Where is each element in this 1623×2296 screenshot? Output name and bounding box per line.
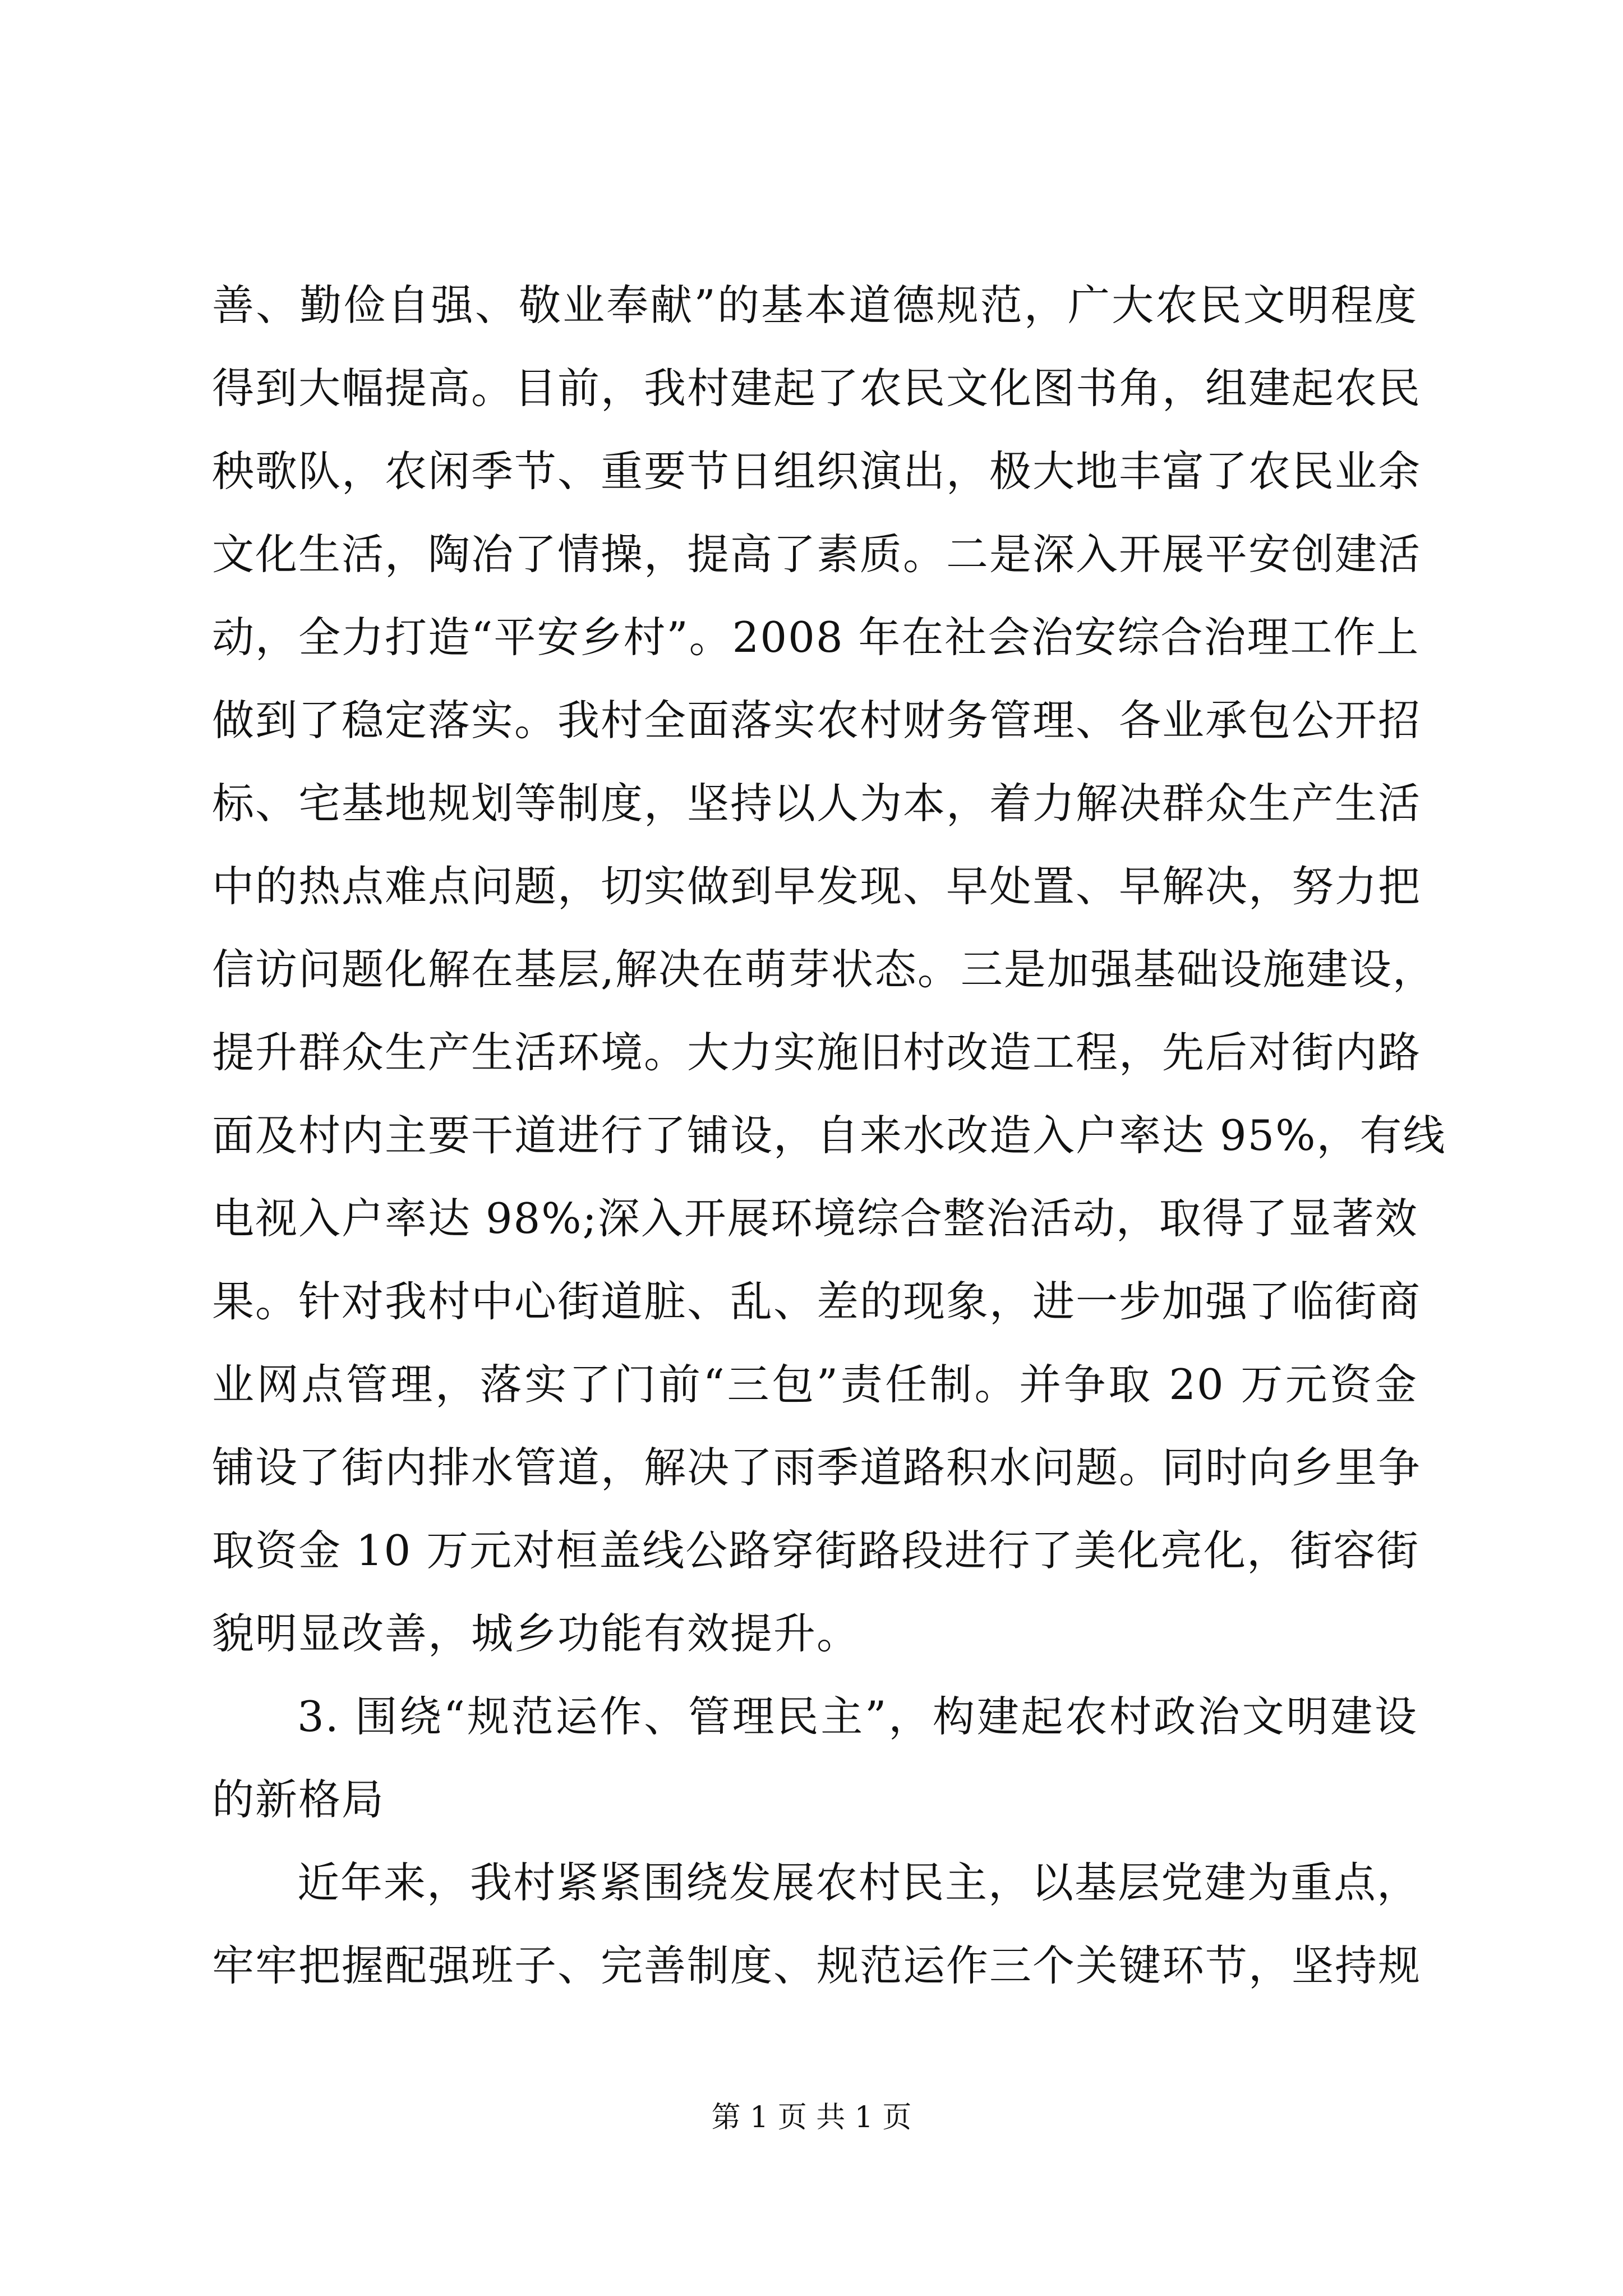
document-body xyxy=(212,264,1446,2007)
text-line: 善、勤俭自强、敬业奉献”的基本道德规范，广大农民文明程度 xyxy=(212,280,1418,330)
text-line: 提升群众生产生活环境。大力实施旧村改造工程，先后对街内路 xyxy=(212,1028,1422,1077)
page-footer: 第 1 页 共 1 页 xyxy=(711,2101,912,2134)
paragraph xyxy=(212,1675,1418,1841)
text-line: 秧歌队，农闲季节、重要节日组织演出，极大地丰富了农民业余 xyxy=(212,447,1422,496)
text-line: 动，全力打造“平安乡村”。2008 年在社会治安综合治理工作上 xyxy=(212,613,1420,662)
text-line: 业网点管理，落实了门前“三包”责任制。并争取 20 万元资金 xyxy=(212,1360,1418,1409)
text-line: 牢牢把握配强班子、完善制度、规范运作三个关键环节，坚持规 xyxy=(212,1941,1422,1990)
text-line: 标、宅基地规划等制度，坚持以人为本，着力解决群众生产生活 xyxy=(212,779,1422,828)
text-line: 面及村内主要干道进行了铺设，自来水改造入户率达 95%，有线 xyxy=(212,1111,1446,1160)
text-line: 近年来，我村紧紧围绕发展农村民主，以基层党建为重点， xyxy=(297,1858,1421,1907)
text-line: 取资金 10 万元对桓盖线公路穿街路段进行了美化亮化，街容街 xyxy=(212,1526,1420,1575)
text-line: 信访问题化解在基层,解决在萌芽状态。三是加强基础设施建设， xyxy=(212,945,1436,994)
text-line: 中的热点难点问题，切实做到早发现、早处置、早解决，努力把 xyxy=(212,862,1422,911)
paragraph xyxy=(212,264,1446,1675)
text-line: 果。针对我村中心街道脏、乱、差的现象，进一步加强了临街商 xyxy=(212,1277,1422,1326)
paragraph xyxy=(212,1841,1422,2007)
text-line: 貌明显改善，城乡功能有效提升。 xyxy=(212,1609,860,1658)
text-line: 文化生活，陶冶了情操，提高了素质。二是深入开展平安创建活 xyxy=(212,530,1422,579)
text-line: 的新格局 xyxy=(212,1775,385,1824)
text-line: 3. 围绕“规范运作、管理民主”，构建起农村政治文明建设 xyxy=(297,1692,1418,1741)
text-line: 得到大幅提高。目前，我村建起了农民文化图书角，组建起农民 xyxy=(212,364,1422,413)
text-line: 做到了稳定落实。我村全面落实农村财务管理、各业承包公开招 xyxy=(212,696,1422,745)
text-line: 铺设了街内排水管道，解决了雨季道路积水问题。同时向乡里争 xyxy=(212,1443,1422,1492)
text-line: 电视入户率达 98%;深入开展环境综合整治活动，取得了显著效 xyxy=(212,1194,1418,1243)
